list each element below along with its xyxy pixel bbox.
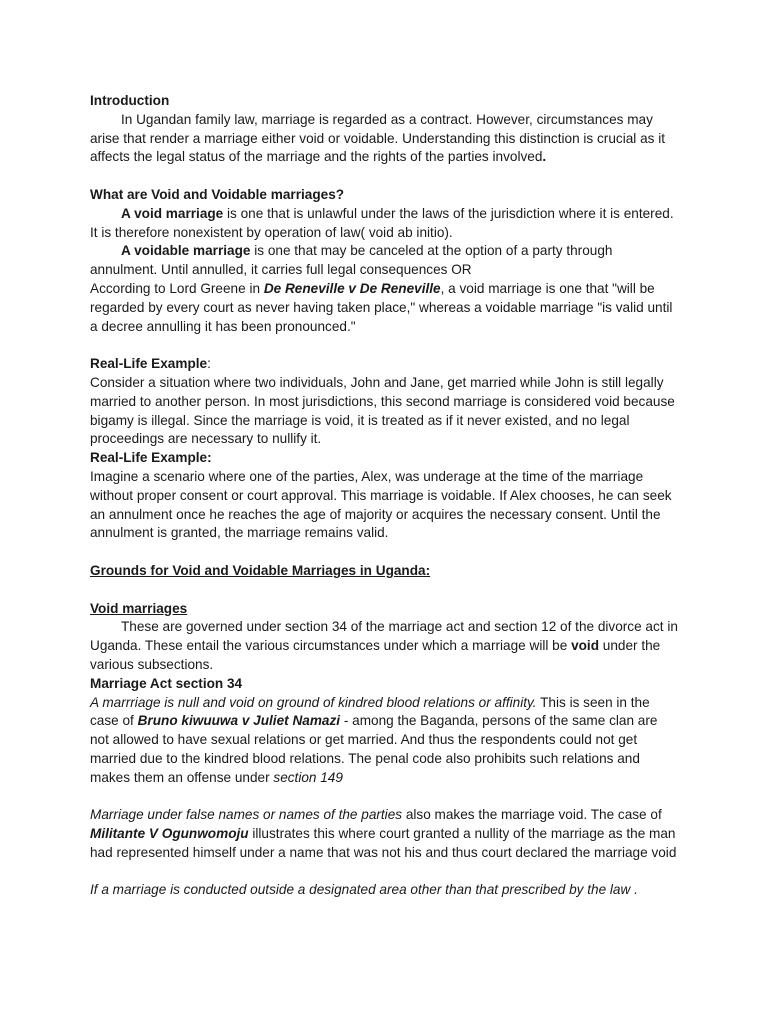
false-names-paragraph: [90, 806, 678, 862]
lord-greene-intro: According to Lord Greene in: [90, 280, 264, 296]
void-marriages-text-end: under the various subsections.: [90, 638, 661, 672]
grounds-heading: Grounds for Void and Voidable Marriages in Uganda:: [90, 562, 431, 578]
example-two-heading: Real-Life Example:: [90, 450, 212, 466]
kindred-explanation: - among the Baganda, persons of the same clan are not allowed to have sexual relations or get married. And thus the respondents could not get married due to the kindred blood relations. The penal code also prohibits such relations and makes them an offense under: [90, 713, 658, 785]
example-one-title: Real-Life Example: [90, 356, 208, 372]
introduction-paragraph: [90, 111, 678, 167]
lord-greene-paragraph: [90, 280, 678, 336]
example-two-paragraph: Imagine a scenario where one of the parties, Alex, was underage at the time of the marriage without proper consent or court approval. This marriage is voidable. If Alex chooses, he can seek an annulment once he reaches the age of majority or acquires the necessary consent. Until the annulment is granted, the marriage remains valid.: [90, 468, 672, 541]
void-marriages-text: These are governed under section 34 of the marriage act and section 12 of the divorce act in Uganda. These entail the various circumstances under which a marriage will be: [90, 619, 678, 654]
case-name-militante: Militante V Ogunwomoju: [90, 826, 249, 842]
example-one-heading: [90, 355, 678, 374]
kindred-ground: A marrriage is null and void on ground of kindred blood relations or affinity.: [90, 694, 537, 710]
lord-greene-quote: , a void marriage is one that "will be regarded by every court as never having taken place," whereas a voidable marriage "is valid until a decree annulling it has been pronounced.": [90, 280, 673, 334]
void-emphasis: void: [571, 638, 600, 654]
section-149-reference: section 149: [273, 769, 343, 785]
void-marriages-paragraph: [90, 618, 678, 674]
designated-area-paragraph: If a marriage is conducted outside a designated area other than that prescribed by the law .: [90, 882, 638, 898]
introduction-text: In Ugandan family law, marriage is regarded as a contract. However, circumstances may arise that render a marriage either void or voidable. Understanding this distinction is crucial as it affects the legal status of the marriage and the rights of the parties involved: [90, 111, 665, 165]
case-name-de-reneville: De Reneville v De Reneville: [263, 280, 441, 296]
voidable-term: A voidable marriage: [121, 243, 251, 259]
kindred-text: This is seen in the case of: [90, 694, 650, 729]
void-definition-paragraph: [90, 205, 678, 243]
kindred-paragraph: [90, 694, 678, 788]
false-names-explanation: illustrates this where court granted a nullity of the marriage as the man had represented himself under a name that was not his and thus court declared the marriage void: [90, 826, 677, 860]
introduction-heading: Introduction: [90, 93, 170, 108]
false-names-ground: Marriage under false names or names of the parties: [90, 807, 403, 823]
example-one-paragraph: Consider a situation where two individuals, John and Jane, get married while John is still legally married to another person. In most jurisdictions, this second marriage is considered void because bigamy is illegal. Since the marriage is void, it is treated as if it never existed, and no legal proceedings are necessary to nullify it.: [90, 374, 675, 447]
introduction-period: .: [542, 149, 547, 165]
void-term: A void marriage: [121, 205, 224, 221]
voidable-definition-paragraph: [90, 242, 678, 280]
example-one-colon: :: [207, 356, 211, 372]
false-names-text: also makes the marriage void. The case of: [402, 807, 662, 823]
section-34-heading: Marriage Act section 34: [90, 675, 243, 691]
void-definition-text: is one that is unlawful under the laws of the jurisdiction where it is entered. It is therefore nonexistent by operation of law( void ab initio).: [90, 205, 674, 240]
voidable-definition-text: is one that may be canceled at the option of a party through annulment. Until annulled, it carries full legal consequences OR: [90, 243, 613, 278]
void-marriages-heading: Void marriages: [90, 600, 188, 616]
case-name-bruno-kiwuuwa: Bruno kiwuuwa v Juliet Namazi: [137, 713, 341, 729]
definitions-heading: What are Void and Voidable marriages?: [90, 186, 345, 202]
